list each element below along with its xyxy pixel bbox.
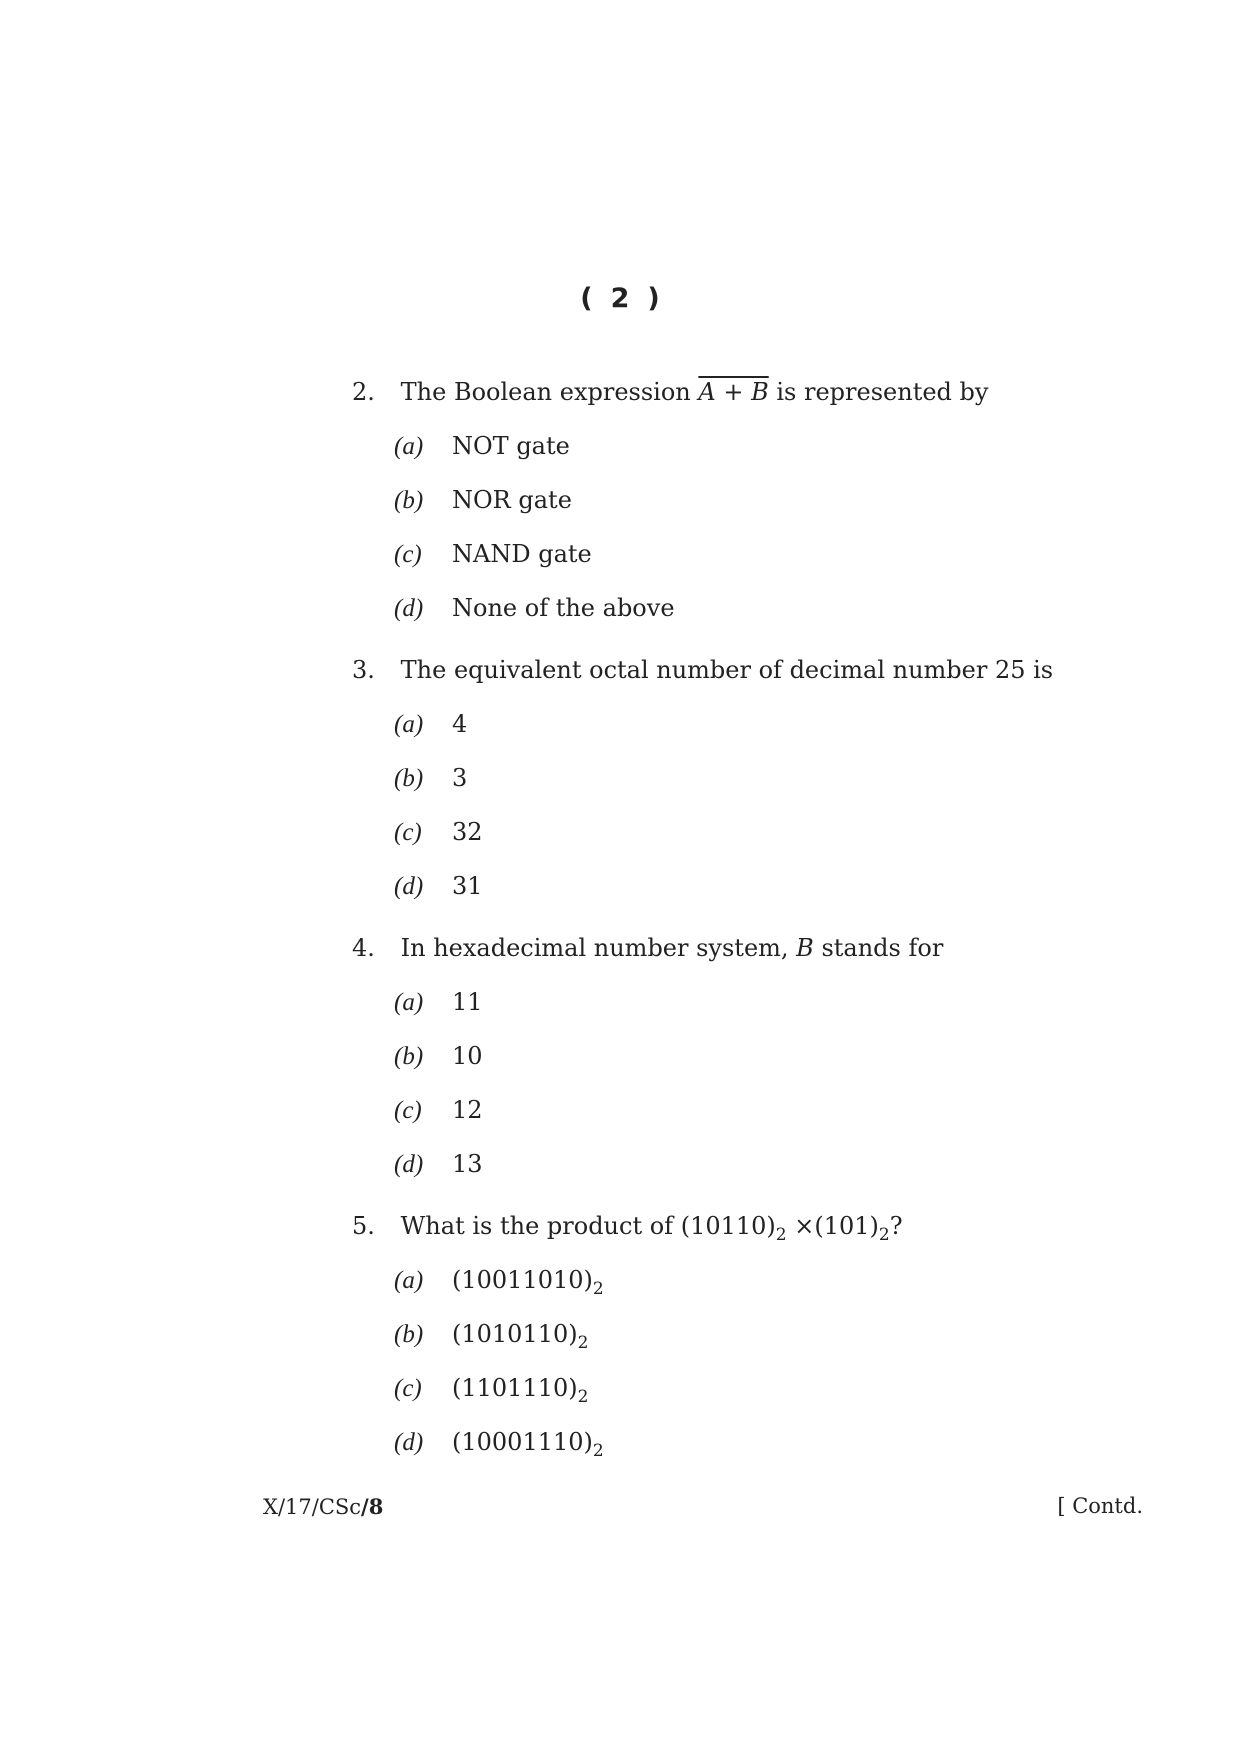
question-text-end: is represented by xyxy=(776,378,989,406)
operand-2: (101) xyxy=(814,1212,879,1240)
option-3a: (a) 4 xyxy=(394,710,468,738)
question-mark: ? xyxy=(889,1212,903,1240)
hex-variable: B xyxy=(796,934,814,962)
question-text-end: stands for xyxy=(821,934,944,962)
option-2d: (d) None of the above xyxy=(394,594,675,622)
option-5a: (a) $(10011010)_2$ xyxy=(394,1266,604,1299)
multiply-operator: × xyxy=(794,1212,815,1240)
question-4 xyxy=(352,933,1152,963)
question-number: 3. xyxy=(352,656,375,684)
option-5b: (b) $(1010110)_2$ xyxy=(394,1320,589,1353)
continued-label: [ Contd. xyxy=(1057,1494,1143,1518)
page-number: ( 2 ) xyxy=(580,283,662,314)
question-2 xyxy=(352,377,1152,407)
question-3 xyxy=(352,655,1152,685)
option-2b: (b) NOR gate xyxy=(394,486,572,514)
question-5 xyxy=(352,1211,1152,1245)
option-5d: (d) $(10001110)_2$ xyxy=(394,1428,604,1461)
operand-1: (10110) xyxy=(680,1212,776,1240)
paper-code: X/17/CSc/8 xyxy=(263,1494,384,1519)
option-4c: (c) 12 xyxy=(394,1096,483,1124)
option-2c: (c) NAND gate xyxy=(394,540,592,568)
option-4a: (a) 11 xyxy=(394,988,483,1016)
question-text: In hexadecimal number system, xyxy=(400,934,789,962)
question-number: 2. xyxy=(352,378,375,406)
boolean-expression: A + B xyxy=(698,378,769,406)
question-text: The equivalent octal number of decimal number 25 is xyxy=(400,656,1054,684)
question-number: 4. xyxy=(352,934,375,962)
option-2a: (a) NOT gate xyxy=(394,432,570,460)
question-text: The Boolean expression xyxy=(400,378,691,406)
question-number: 5. xyxy=(352,1212,375,1240)
option-4d: (d) 13 xyxy=(394,1150,483,1178)
question-text: What is the product of xyxy=(400,1212,674,1240)
option-3c: (c) 32 xyxy=(394,818,483,846)
operand-2-base: 2 xyxy=(878,1225,890,1245)
option-5c: (c) $(1101110)_2$ xyxy=(394,1374,589,1407)
option-3d: (d) 31 xyxy=(394,872,483,900)
option-3b: (b) 3 xyxy=(394,764,468,792)
operand-1-base: 2 xyxy=(775,1225,787,1245)
option-4b: (b) 10 xyxy=(394,1042,483,1070)
